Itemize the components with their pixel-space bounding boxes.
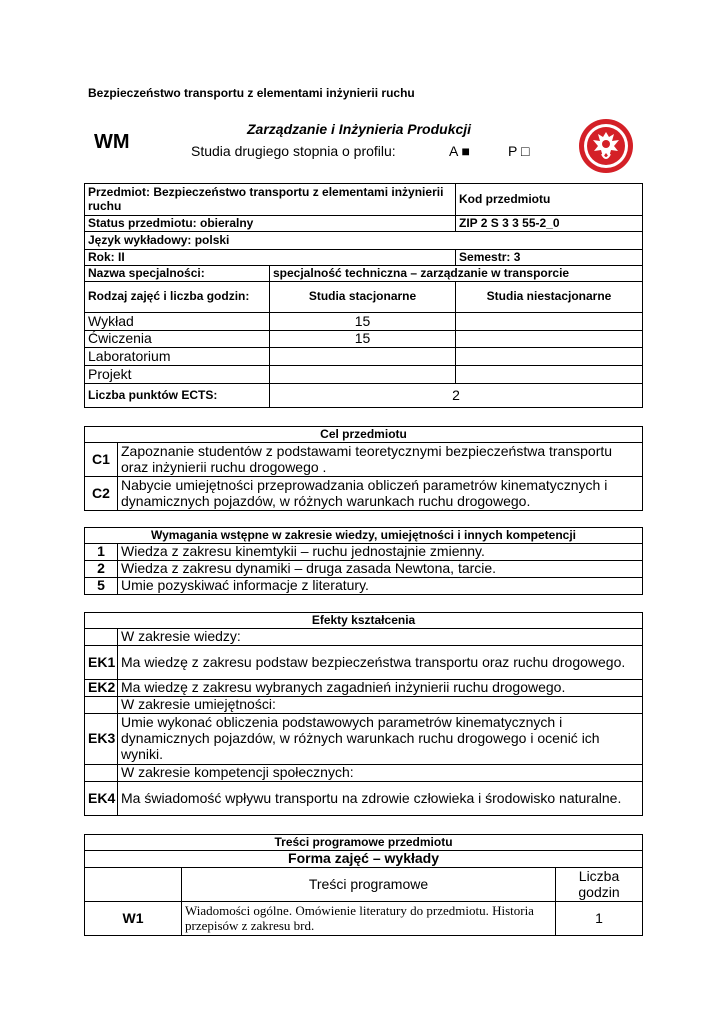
outcome-text: Ma wiedzę z zakresu wybranych zagadnień inżynierii ruchu drogowego. <box>118 680 643 697</box>
class-type-extramural <box>456 366 643 384</box>
outcomes-title: Efekty kształcenia <box>85 613 643 629</box>
empty-cell <box>85 868 182 902</box>
outcome-text: Ma wiedzę z zakresu podstaw bezpieczeństwa transportu oraz ruchu drogowego. <box>118 646 643 680</box>
goal-text: Nabycie umiejętności przeprowadzania obliczeń parametrów kinematycznych i dynamicznych pojazdów, w różnych warunkach ruchu drogowego. <box>118 477 643 511</box>
ects-value: 2 <box>270 384 643 408</box>
ects-label: Liczba punktów ECTS: <box>85 384 270 408</box>
program-form: Forma zajęć – wykłady <box>85 851 643 868</box>
empty-cell <box>85 697 118 714</box>
course-code: ZIP 2 S 3 3 55-2_0 <box>456 216 643 232</box>
class-type-extramural <box>456 331 643 348</box>
extramural-header: Studia niestacjonarne <box>456 282 643 313</box>
year-cell: Rok: II <box>85 250 456 266</box>
skills-header: W zakresie umiejętności: <box>118 697 643 714</box>
goals-table <box>84 426 643 511</box>
goals-title: Cel przedmiotu <box>85 427 643 443</box>
class-type-stationary <box>270 348 456 366</box>
outcome-id: EK3 <box>85 714 118 765</box>
knowledge-header: W zakresie wiedzy: <box>118 629 643 646</box>
hours-label: Rodzaj zajęć i liczba godzin: <box>85 282 270 313</box>
language-cell: Język wykładowy: polski <box>85 232 643 250</box>
class-type-name: Ćwiczenia <box>85 331 270 348</box>
class-type-name: Wykład <box>85 313 270 331</box>
specialty-label: Nazwa specjalności: <box>85 266 270 282</box>
requirement-text: Wiedza z zakresu kinemtykii – ruchu jednostajnie zmienny. <box>118 544 643 561</box>
subject-cell: Przedmiot: Bezpieczeństwo transportu z elementami inżynierii ruchu <box>85 184 456 216</box>
profile-p-option: P □ <box>508 143 530 159</box>
wm-label: WM <box>94 131 130 153</box>
profile-label: Studia drugiego stopnia o profilu: <box>191 143 396 159</box>
requirement-id: 2 <box>85 561 118 578</box>
running-header: Bezpieczeństwo transportu z elementami inżynierii ruchu <box>88 86 415 100</box>
program-row-id: W1 <box>85 902 182 936</box>
requirement-text: Umie pozyskiwać informacje z literatury. <box>118 578 643 595</box>
requirements-title: Wymagania wstępne w zakresie wiedzy, umiejętności i innych kompetencji <box>85 528 643 544</box>
class-type-extramural <box>456 313 643 331</box>
outcomes-table <box>84 612 643 816</box>
outcome-id: EK4 <box>85 782 118 816</box>
requirements-table <box>84 527 643 595</box>
outcome-id: EK2 <box>85 680 118 697</box>
class-type-extramural <box>456 348 643 366</box>
requirement-id: 5 <box>85 578 118 595</box>
class-type-stationary: 15 <box>270 313 456 331</box>
goal-text: Zapoznanie studentów z podstawami teoretycznymi bezpieczeństwa transportu oraz inżynierii ruchu drogowego . <box>118 443 643 477</box>
empty-cell <box>85 629 118 646</box>
program-title: Treści programowe przedmiotu <box>85 835 643 851</box>
outcome-text: Umie wykonać obliczenia podstawowych parametrów kinematycznych i dynamicznych pojazdów, w różnych warunkach ruchu drogowego i ocenić ich wyniki. <box>118 714 643 765</box>
class-type-stationary <box>270 366 456 384</box>
hours-header: Liczba godzin <box>556 868 643 902</box>
status-cell: Status przedmiotu: obieralny <box>85 216 456 232</box>
class-type-stationary: 15 <box>270 331 456 348</box>
requirement-id: 1 <box>85 544 118 561</box>
outcome-text: Ma świadomość wpływu transportu na zdrowie człowieka i środowisko naturalne. <box>118 782 643 816</box>
program-table <box>84 834 643 936</box>
outcome-id: EK1 <box>85 646 118 680</box>
program-row-hours: 1 <box>556 902 643 936</box>
semester-cell: Semestr: 3 <box>456 250 643 266</box>
program-row-text: Wiadomości ogólne. Omówienie literatury do przedmiotu. Historia przepisów z zakresu brd. <box>182 902 556 936</box>
stationary-header: Studia stacjonarne <box>270 282 456 313</box>
social-header: W zakresie kompetencji społecznych: <box>118 765 643 782</box>
faculty-title: Zarządzanie i Inżynieria Produkcji <box>247 121 472 137</box>
goal-id: C2 <box>85 477 118 511</box>
specialty-value: specjalność techniczna – zarządzanie w transporcie <box>270 266 643 282</box>
empty-cell <box>85 765 118 782</box>
class-type-name: Projekt <box>85 366 270 384</box>
content-header: Treści programowe <box>182 868 556 902</box>
goal-id: C1 <box>85 443 118 477</box>
code-label: Kod przedmiotu <box>456 184 643 216</box>
profile-a-option: A ■ <box>449 143 470 159</box>
university-eagle-logo-icon <box>578 118 634 174</box>
class-type-name: Laboratorium <box>85 348 270 366</box>
course-info-table <box>84 183 643 408</box>
requirement-text: Wiedza z zakresu dynamiki – druga zasada Newtona, tarcie. <box>118 561 643 578</box>
